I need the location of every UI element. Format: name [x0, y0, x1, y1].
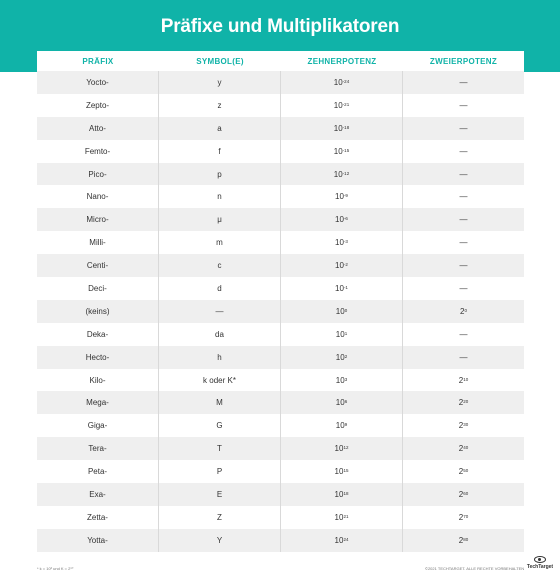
power-of-ten-base: 10 — [334, 535, 344, 545]
table-row — [37, 117, 524, 140]
power-of-ten-base: 10 — [335, 352, 345, 362]
techtarget-logo — [527, 556, 553, 574]
power-of-two-base: — — [459, 169, 468, 179]
power-of-two-cell — [403, 71, 524, 94]
power-of-ten-base: 10 — [334, 444, 344, 454]
table-row — [37, 437, 524, 460]
symbol-cell: f — [159, 140, 281, 163]
power-of-ten-exponent: -18 — [342, 124, 350, 130]
power-of-two-cell — [403, 163, 524, 186]
power-of-two-base: — — [459, 329, 468, 339]
power-of-two-exponent: 60 — [463, 490, 469, 496]
power-of-two-base: — — [459, 77, 468, 87]
power-of-ten-cell — [281, 94, 403, 117]
power-of-ten-exponent: 15 — [343, 468, 349, 474]
power-of-two-cell — [403, 117, 524, 140]
prefix-cell: Nano- — [37, 185, 159, 208]
power-of-ten-cell — [281, 208, 403, 231]
symbol-cell: — — [159, 300, 281, 323]
power-of-ten-base: 10 — [334, 512, 344, 522]
power-of-two-exponent: 10 — [463, 376, 469, 382]
power-of-two-base: 2 — [458, 421, 464, 431]
power-of-ten-cell — [281, 163, 403, 186]
table-header-row — [37, 51, 524, 71]
prefix-cell: Yotta- — [37, 529, 159, 552]
power-of-ten-base: 10 — [335, 329, 345, 339]
power-of-ten-exponent: 6 — [344, 399, 348, 405]
footnote: * k = 10³ und K = 2¹⁰ — [37, 566, 74, 571]
power-of-ten-base: 10 — [335, 215, 344, 225]
power-of-two-cell — [403, 460, 524, 483]
copyright-notice: ©2021 TECHTARGET. ALLE RECHTE VORBEHALTEN — [425, 566, 525, 571]
power-of-ten-exponent: -3 — [343, 239, 348, 245]
prefix-cell: Giga- — [37, 414, 159, 437]
power-of-two-exponent: 50 — [463, 468, 469, 474]
power-of-ten-cell — [281, 346, 403, 369]
power-of-ten-cell — [281, 391, 403, 414]
table-body — [37, 71, 524, 552]
symbol-cell: p — [159, 163, 281, 186]
power-of-two-cell — [403, 506, 524, 529]
power-of-ten-exponent: -21 — [342, 101, 350, 107]
power-of-ten-base: 10 — [333, 169, 343, 179]
symbol-cell: n — [159, 185, 281, 208]
power-of-ten-exponent: 3 — [344, 376, 348, 382]
power-of-ten-cell — [281, 277, 403, 300]
prefix-cell: Tera- — [37, 437, 159, 460]
symbol-cell: z — [159, 94, 281, 117]
prefix-cell: Zetta- — [37, 506, 159, 529]
power-of-ten-cell — [281, 185, 403, 208]
power-of-two-cell — [403, 483, 524, 506]
power-of-ten-exponent: 1 — [344, 330, 348, 336]
table-row — [37, 460, 524, 483]
power-of-ten-exponent: -6 — [343, 216, 348, 222]
table-row — [37, 71, 524, 94]
header-power-of-two: ZWEIERPOTENZ — [429, 56, 498, 66]
power-of-ten-exponent: -1 — [343, 284, 348, 290]
power-of-ten-base: 10 — [333, 123, 343, 133]
power-of-ten-exponent: -2 — [343, 262, 348, 268]
prefix-table — [37, 51, 524, 552]
symbol-cell: d — [159, 277, 281, 300]
power-of-two-cell — [403, 437, 524, 460]
power-of-ten-cell — [281, 71, 403, 94]
prefix-cell: Mega- — [37, 391, 159, 414]
power-of-ten-cell — [281, 506, 403, 529]
symbol-cell: da — [159, 323, 281, 346]
prefix-cell: Deci- — [37, 277, 159, 300]
page-title: Präfixe und Multiplikatoren — [160, 16, 400, 37]
power-of-two-cell — [403, 300, 524, 323]
prefix-cell: Centi- — [37, 254, 159, 277]
power-of-ten-cell — [281, 460, 403, 483]
power-of-ten-cell — [281, 483, 403, 506]
power-of-ten-exponent: 2 — [344, 353, 348, 359]
power-of-ten-base: 10 — [335, 261, 344, 271]
power-of-two-cell — [403, 208, 524, 231]
table-row — [37, 254, 524, 277]
power-of-two-cell — [403, 94, 524, 117]
table-row — [37, 231, 524, 254]
symbol-cell: P — [159, 460, 281, 483]
header-symbol: SYMBOL(E) — [196, 56, 244, 66]
table-row — [37, 483, 524, 506]
power-of-two-base: — — [459, 215, 468, 225]
table-row — [37, 369, 524, 392]
power-of-ten-base: 10 — [333, 146, 343, 156]
power-of-two-cell — [403, 391, 524, 414]
power-of-ten-exponent: -12 — [342, 170, 350, 176]
power-of-two-cell — [403, 185, 524, 208]
table-row — [37, 94, 524, 117]
power-of-ten-exponent: 18 — [343, 490, 349, 496]
prefix-cell: Femto- — [37, 140, 159, 163]
symbol-cell: Z — [159, 506, 281, 529]
power-of-ten-exponent: 0 — [344, 307, 348, 313]
power-of-two-base: — — [459, 352, 468, 362]
symbol-cell: c — [159, 254, 281, 277]
power-of-ten-cell — [281, 254, 403, 277]
table-row — [37, 300, 524, 323]
power-of-two-cell — [403, 231, 524, 254]
power-of-ten-cell — [281, 231, 403, 254]
header-power-of-ten: ZEHNERPOTENZ — [307, 56, 377, 66]
power-of-two-cell — [403, 140, 524, 163]
power-of-two-cell — [403, 369, 524, 392]
table-row — [37, 277, 524, 300]
prefix-cell: Zepto- — [37, 94, 159, 117]
prefix-cell: Deka- — [37, 323, 159, 346]
power-of-two-base: 2 — [460, 306, 465, 316]
power-of-two-base: 2 — [458, 375, 464, 385]
power-of-ten-exponent: 9 — [344, 422, 348, 428]
symbol-cell: a — [159, 117, 281, 140]
table-row — [37, 414, 524, 437]
power-of-two-exponent: 0 — [464, 307, 467, 313]
symbol-cell: T — [159, 437, 281, 460]
power-of-ten-base: 10 — [335, 398, 345, 408]
table-row — [37, 506, 524, 529]
power-of-two-cell — [403, 254, 524, 277]
table-row — [37, 208, 524, 231]
power-of-ten-cell — [281, 437, 403, 460]
power-of-ten-base: 10 — [335, 283, 344, 293]
power-of-two-exponent: 80 — [463, 536, 469, 542]
prefix-cell: Micro- — [37, 208, 159, 231]
symbol-cell: E — [159, 483, 281, 506]
power-of-ten-cell — [281, 414, 403, 437]
power-of-two-base: 2 — [458, 467, 464, 477]
symbol-cell: h — [159, 346, 281, 369]
power-of-ten-base: 10 — [333, 100, 343, 110]
power-of-ten-base: 10 — [334, 467, 344, 477]
table-row — [37, 391, 524, 414]
prefix-cell: Pico- — [37, 163, 159, 186]
prefix-cell: Yocto- — [37, 71, 159, 94]
power-of-two-base: 2 — [458, 535, 464, 545]
power-of-ten-exponent: -15 — [342, 147, 350, 153]
power-of-two-exponent: 70 — [463, 513, 469, 519]
power-of-ten-base: 10 — [335, 238, 344, 248]
power-of-ten-base: 10 — [335, 306, 345, 316]
power-of-ten-base: 10 — [335, 375, 345, 385]
symbol-cell: Y — [159, 529, 281, 552]
power-of-two-base: 2 — [458, 489, 464, 499]
power-of-two-base: — — [459, 123, 468, 133]
power-of-ten-base: 10 — [335, 192, 344, 202]
power-of-two-base: — — [459, 261, 468, 271]
prefix-cell: Atto- — [37, 117, 159, 140]
power-of-two-base: — — [459, 283, 468, 293]
power-of-two-base: — — [459, 192, 468, 202]
power-of-two-cell — [403, 414, 524, 437]
power-of-ten-base: 10 — [335, 421, 345, 431]
symbol-cell: G — [159, 414, 281, 437]
power-of-ten-cell — [281, 140, 403, 163]
power-of-ten-cell — [281, 529, 403, 552]
table-row — [37, 323, 524, 346]
power-of-two-base: — — [459, 238, 468, 248]
symbol-cell: y — [159, 71, 281, 94]
table-row — [37, 346, 524, 369]
table-row — [37, 163, 524, 186]
power-of-two-base: 2 — [458, 444, 464, 454]
power-of-two-exponent: 30 — [463, 422, 469, 428]
power-of-two-base: — — [459, 100, 468, 110]
power-of-two-cell — [403, 346, 524, 369]
power-of-ten-exponent: -9 — [343, 193, 348, 199]
power-of-two-cell — [403, 277, 524, 300]
prefix-cell: Milli- — [37, 231, 159, 254]
logo-text: TechTarget — [526, 564, 554, 570]
prefix-cell: (keins) — [37, 300, 159, 323]
power-of-two-base: 2 — [458, 512, 464, 522]
power-of-ten-cell — [281, 117, 403, 140]
power-of-ten-base: 10 — [334, 489, 344, 499]
power-of-ten-exponent: -24 — [342, 78, 350, 84]
prefix-cell: Kilo- — [37, 369, 159, 392]
power-of-two-cell — [403, 323, 524, 346]
power-of-ten-cell — [281, 300, 403, 323]
power-of-two-exponent: 20 — [463, 399, 469, 405]
power-of-two-cell — [403, 529, 524, 552]
symbol-cell: k oder K* — [159, 369, 281, 392]
symbol-cell: m — [159, 231, 281, 254]
power-of-ten-exponent: 21 — [343, 513, 349, 519]
power-of-two-base: — — [459, 146, 468, 156]
symbol-cell: μ — [159, 208, 281, 231]
prefix-cell: Peta- — [37, 460, 159, 483]
power-of-two-base: 2 — [458, 398, 464, 408]
header-prefix: PRÄFIX — [82, 56, 114, 66]
power-of-two-exponent: 40 — [463, 445, 469, 451]
symbol-cell: M — [159, 391, 281, 414]
prefix-cell: Exa- — [37, 483, 159, 506]
power-of-ten-base: 10 — [333, 77, 343, 87]
power-of-ten-cell — [281, 369, 403, 392]
prefix-cell: Hecto- — [37, 346, 159, 369]
power-of-ten-exponent: 24 — [343, 536, 349, 542]
power-of-ten-cell — [281, 323, 403, 346]
power-of-ten-exponent: 12 — [343, 445, 349, 451]
table-row — [37, 529, 524, 552]
table-row — [37, 185, 524, 208]
eye-icon — [534, 556, 546, 563]
table-row — [37, 140, 524, 163]
